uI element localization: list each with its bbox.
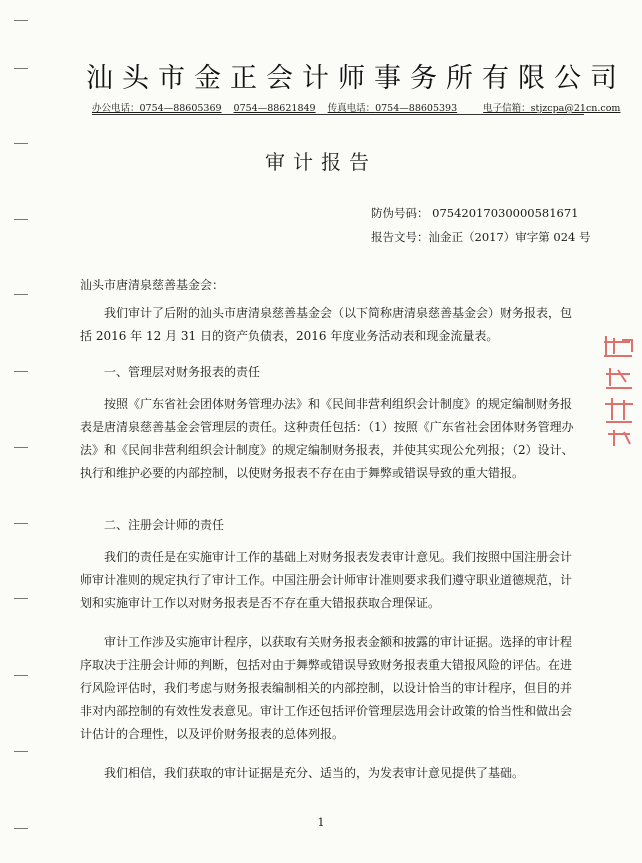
page-number: 1 [317, 816, 325, 829]
anti-counterfeit-number: 防伪号码： 07542017030000581671 [371, 206, 579, 220]
margin-tick [14, 294, 28, 295]
report-document-number: 报告文号：汕金正（2017）审字第 024 号 [371, 230, 591, 244]
margin-tick [14, 598, 28, 599]
section2-paragraph-2: 审计工作涉及实施审计程序，以获取有关财务报表金额和披露的审计证据。选择的审计程序取决于注册会计师的判断，包括对由于舞弊或错误导致财务报表重大错报风险的评估。在进行风险评估时，我们考虑与财务报表编制相关的内部控制，以设计恰当的审计程序，但目的并非对内部控制的有效性发表意见。审计工作还包括评价管理层选用会计政策的恰当性和做出会计估计的合理性，以及评价财务报表的总体列报。 [80, 635, 573, 741]
contact-line [92, 100, 621, 114]
intro-paragraph: 我们审计了后附的汕头市唐清泉慈善基金会（以下简称唐清泉慈善基金会）财务报表，包括 2016 年 12 月 31 日的资产负债表，2016 年度业务活动表和现金流量表。 [80, 306, 573, 343]
email-label: 电子信箱： [483, 103, 531, 114]
office-phone-label: 办公电话： [92, 103, 140, 114]
section2-paragraph-1: 我们的责任是在实施审计工作的基础上对财务报表发表审计意见。我们按照中国注册会计师审计准则的规定执行了审计工作。中国注册会计师审计准则要求我们遵守职业道德规范，计划和实施审计工作以对财务报表是否不存在重大错报获取合理保证。 [80, 550, 573, 610]
margin-tick [14, 523, 28, 524]
seal-stamp [600, 330, 636, 450]
margin-tick [14, 219, 28, 220]
fax-number: 0754—88605393 [375, 103, 458, 114]
margin-tick [14, 68, 28, 69]
firm-name: 汕头市金正会计师事务所有限公司 [86, 63, 626, 94]
margin-tick [14, 371, 28, 372]
fax-label: 传真电话： [327, 103, 376, 114]
email-address: stjzcpa@21cn.com [530, 103, 621, 114]
addressee: 汕头市唐清泉慈善基金会： [80, 278, 225, 292]
office-phone-2: 0754—88621849 [233, 103, 316, 114]
section1-paragraph: 按照《广东省社会团体财务管理办法》和《民间非营利组织会计制度》的规定编制财务报表是唐清泉慈善基金会管理层的责任。这种责任包括：（1）按照《广东省社会团体财务管理办法》和《民间非营利组织会计制度》的规定编制财务报表，并使其实现公允列报；（2）设计、执行和维护必要的内部控制，以使财务报表不存在由于舞弊或错误导致的重大错报。 [80, 397, 574, 480]
section1-heading: 一、管理层对财务报表的责任 [104, 365, 261, 379]
report-title: 审计报告 [265, 150, 377, 174]
margin-tick [14, 751, 28, 752]
margin-tick [14, 20, 28, 21]
margin-tick [14, 143, 28, 144]
margin-tick [14, 447, 28, 448]
margin-tick [14, 675, 28, 676]
header-divider [92, 114, 584, 115]
section2-paragraph-3: 我们相信，我们获取的审计证据是充分、适当的，为发表审计意见提供了基础。 [104, 766, 525, 780]
section2-heading: 二、注册会计师的责任 [104, 518, 225, 532]
office-phone-1: 0754—88605369 [139, 103, 222, 114]
